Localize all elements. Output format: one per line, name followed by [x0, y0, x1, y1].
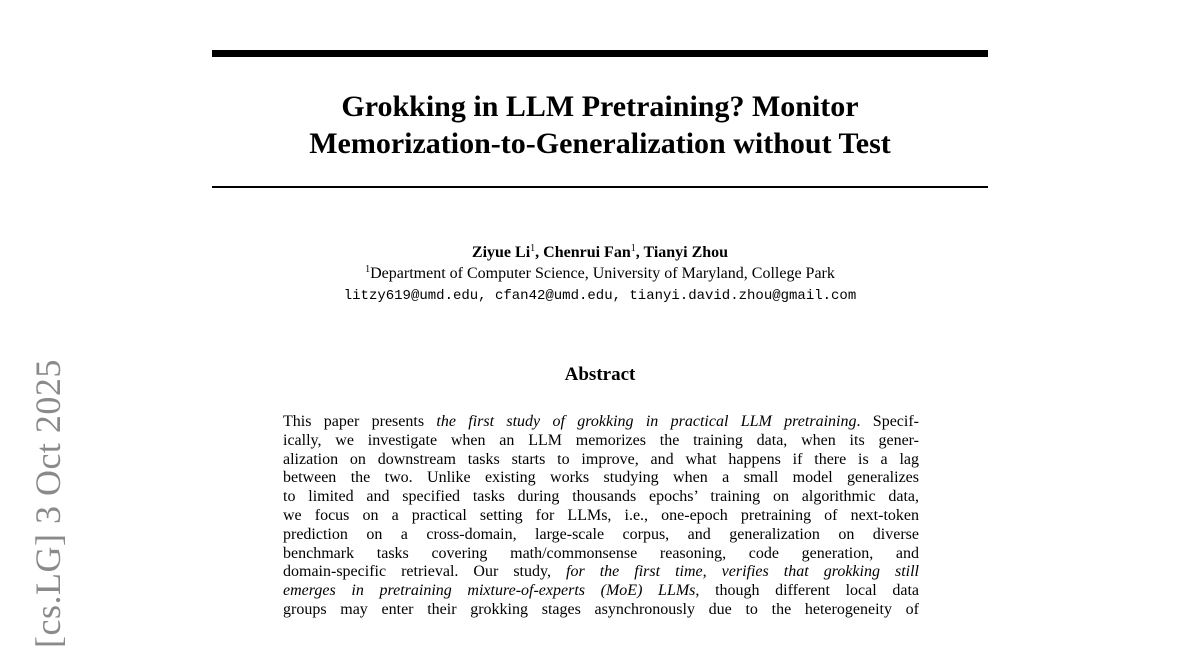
abstract-text: alization on downstream tasks starts to improve, and what happens if there is a lag: [283, 450, 919, 468]
abstract-text: domain-specific retrieval. Our study,: [283, 563, 566, 581]
affiliation: [212, 263, 988, 284]
abstract-line: [283, 526, 919, 545]
abstract-text: . Specif-: [856, 413, 920, 430]
abstract-emphasis: emerges in pretraining mixture-of-experts (MoE) LLMs: [283, 582, 696, 600]
abstract-line: [283, 413, 919, 432]
abstract-line: [283, 488, 919, 507]
author-names: [212, 242, 988, 263]
author-name: Chenrui Fan: [543, 244, 631, 261]
abstract-heading: Abstract: [564, 364, 636, 385]
abstract-line: [283, 601, 919, 620]
title-line-2: Memorization-to-Generalization without Test: [309, 127, 891, 160]
title-bottom-rule: [212, 186, 988, 188]
abstract-line: [283, 469, 919, 488]
author-affiliation-superscript: 1: [630, 243, 636, 254]
abstract-text: prediction on a cross-domain, large-scale corpus, and generalization on diverse: [283, 525, 919, 543]
abstract-text: to limited and specified tasks during thousands epochs’ training on algorithmic data,: [283, 488, 919, 506]
abstract-text: ically, we investigate when an LLM memorizes the training data, when its gener-: [283, 431, 919, 449]
paper-title: [212, 88, 988, 162]
abstract-text: we focus on a practical setting for LLMs, i.e., one-epoch pretraining of next-token: [283, 506, 919, 524]
abstract-emphasis: the first study of grokking in practical LLM pretraining: [436, 413, 857, 430]
arxiv-side-stamp: [cs.LG] 3 Oct 2025: [28, 359, 68, 648]
abstract-text: benchmark tasks covering math/commonsense reasoning, code generation, and: [283, 544, 919, 562]
abstract-line: [283, 582, 919, 601]
author-emails: litzy619@umd.edu, cfan42@umd.edu, tianyi.david.zhou@gmail.com: [343, 288, 857, 304]
abstract-text: , though different local data: [695, 582, 920, 600]
author-name: Tianyi Zhou: [643, 244, 729, 261]
abstract-emphasis: for the first time, verifies that grokking still: [566, 563, 920, 581]
author-separator: ,: [535, 244, 544, 261]
author-separator: ,: [635, 244, 644, 261]
author-affiliation-superscript: 1: [530, 243, 536, 254]
abstract-text: This paper presents: [283, 413, 437, 430]
author-block: [212, 242, 988, 308]
title-line-1: Grokking in LLM Pretraining? Monitor: [341, 90, 859, 123]
abstract-line: [283, 545, 919, 564]
author-name: Ziyue Li: [471, 244, 531, 261]
abstract-body: [283, 413, 919, 620]
title-top-rule: [212, 50, 988, 57]
abstract-text: between the two. Unlike existing works studying when a small model generalizes: [283, 469, 919, 487]
abstract-line: [283, 507, 919, 526]
abstract-line: [283, 432, 919, 451]
abstract-line: [283, 451, 919, 470]
affiliation-text: Department of Computer Science, University of Maryland, College Park: [370, 265, 835, 282]
abstract-line: [283, 563, 919, 582]
abstract-text: groups may enter their grokking stages asynchronously due to the heterogeneity of: [283, 600, 919, 618]
affiliation-superscript: 1: [365, 264, 371, 275]
